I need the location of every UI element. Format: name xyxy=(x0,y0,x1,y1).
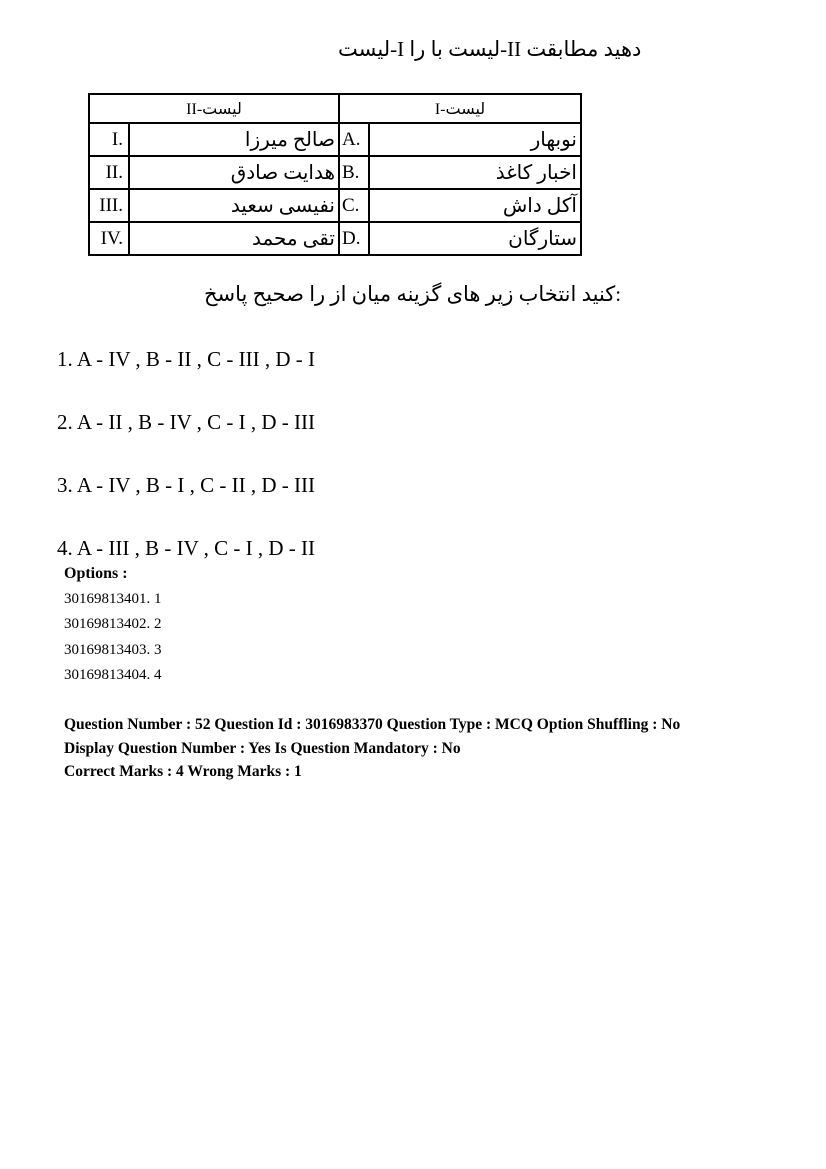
roman-numeral-cell: III. xyxy=(89,189,129,222)
list2-header: لیست-II xyxy=(89,94,339,123)
list1-item: نوبهار xyxy=(369,123,581,156)
list2-item: صادق هدایت xyxy=(129,156,339,189)
choice-option-4: 4. A - III , B - IV , C - I , D - II xyxy=(57,536,315,560)
letter-cell: B. xyxy=(339,156,369,189)
choice-option-3: 3. A - IV , B - I , C - II , D - III xyxy=(57,473,315,497)
table-header-row xyxy=(89,94,581,123)
question-meta-line: Correct Marks : 4 Wrong Marks : 1 xyxy=(64,763,302,780)
options-label: Options : xyxy=(64,565,128,582)
table-row xyxy=(89,123,581,156)
list1-item: کاغذ اخبار xyxy=(369,156,581,189)
option-id-row: 30169813401. 1 xyxy=(64,591,162,607)
letter-cell: A. xyxy=(339,123,369,156)
list2-item: میرزا صالح xyxy=(129,123,339,156)
table-row xyxy=(89,156,581,189)
match-table xyxy=(88,93,582,256)
instruction-text: پاسخ صحیح را از میان گزینه های زیر انتخاب کنید: xyxy=(204,282,622,306)
option-id-row: 30169813403. 3 xyxy=(64,642,162,658)
question-meta-line: Question Number : 52 Question Id : 3016983370 Question Type : MCQ Option Shuffling : No xyxy=(64,716,681,733)
letter-cell: C. xyxy=(339,189,369,222)
roman-numeral-cell: II. xyxy=(89,156,129,189)
choice-option-1: 1. A - IV , B - II , C - III , D - I xyxy=(57,347,315,371)
table-row xyxy=(89,189,581,222)
option-id-row: 30169813404. 4 xyxy=(64,667,162,683)
list2-item: محمد تقی xyxy=(129,222,339,255)
list1-header: لیست-I xyxy=(339,94,581,123)
letter-cell: D. xyxy=(339,222,369,255)
choice-option-2: 2. A - II , B - IV , C - I , D - III xyxy=(57,410,315,434)
option-id-row: 30169813402. 2 xyxy=(64,616,162,632)
list1-item: داش آکل xyxy=(369,189,581,222)
table-row xyxy=(89,222,581,255)
list2-item: سعید نفیسی xyxy=(129,189,339,222)
question-title: لیست-I را با لیست-II مطابقت دهید xyxy=(338,37,642,61)
question-meta-line: Display Question Number : Yes Is Question Mandatory : No xyxy=(64,740,461,757)
roman-numeral-cell: IV. xyxy=(89,222,129,255)
list1-item: ستارگان xyxy=(369,222,581,255)
roman-numeral-cell: I. xyxy=(89,123,129,156)
